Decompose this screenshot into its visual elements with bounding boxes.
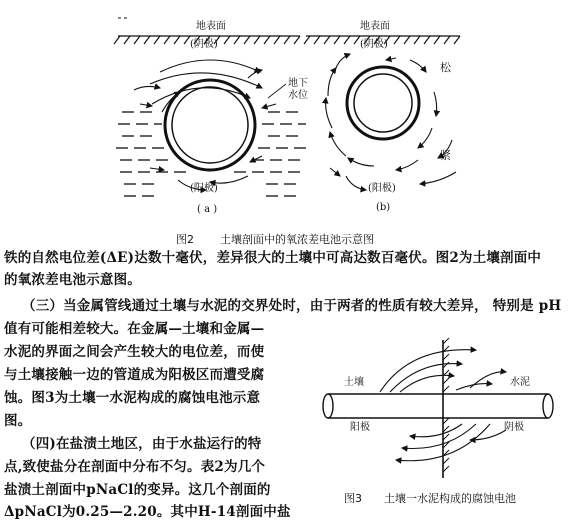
- paragraph-line: 点,致使盐分在剖面中分布不匀。表2为几个: [4, 459, 266, 475]
- cathode-label-a: (阴极): [190, 39, 218, 50]
- paragraph-line: 值有可能相差较大。在金属—土壤和金属—: [4, 321, 265, 337]
- surface-label-a: 地表面: [196, 21, 226, 32]
- cathode-label-b: (阴极): [360, 39, 388, 50]
- paragraph-line: （三）当金属管线通过土壤与水泥的交界处时，由于两者的性质有较大差异， 特别是 pH: [22, 298, 562, 314]
- soil-cement-interface: [443, 338, 449, 478]
- anode-label-a: (阳极): [190, 183, 218, 194]
- water-table-label-a-line2: 水位: [288, 90, 308, 101]
- figure-3-caption-number: 图3: [344, 492, 362, 505]
- paragraph-line: 图。: [4, 413, 32, 429]
- figure-2-caption-number: 图2: [176, 233, 194, 246]
- sublabel-a: ( a ): [197, 204, 218, 215]
- paragraph-line: 铁的自然电位差(ΔE)达数十毫伏，差异很大的土壤中可高达数百毫伏。图2为土壤剖面中: [4, 250, 542, 266]
- figure-3-caption-text: 土壤一水泥构成的腐蚀电池: [384, 492, 516, 505]
- loose-soil-label: 松: [440, 61, 451, 74]
- cement-label-fig3: 水泥: [510, 377, 530, 388]
- paragraph-line: ΔpNaCl为0.25—2.20。其中H-14剖面中盐: [4, 504, 291, 520]
- anode-label-b: (阳极): [368, 183, 396, 194]
- figure-2-caption-text: 土壤剖面中的氧浓差电池示意图: [220, 233, 374, 246]
- paragraph-line: 水泥的界面之间会产生较大的电位差，而使: [4, 344, 265, 360]
- paragraph-line: 与土壤接触一边的管道成为阳极区而遭受腐: [4, 367, 265, 383]
- soil-label-fig3: 土壤: [344, 377, 364, 388]
- water-table-label-a-line1: 地下: [288, 78, 308, 89]
- cathode-label-fig3: 阴极: [504, 422, 524, 433]
- paragraph-line: 的氧浓差电池示意图。: [4, 272, 141, 288]
- paragraph-line: （四)在盐渍土地区，由于水盐运行的特: [22, 436, 262, 452]
- paragraph-line: 盐渍土剖面中pNaCl的变异。这几个剖面的: [4, 482, 271, 498]
- pipe-fig3: [323, 394, 553, 418]
- paragraph-line: 蚀。图3为土壤一水泥构成的腐蚀电池示意: [4, 390, 261, 406]
- surface-label-b: 地表面: [360, 21, 390, 32]
- sublabel-b: (b): [376, 202, 391, 213]
- tight-soil-label: 紧: [440, 149, 451, 162]
- anode-label-fig3: 阳极: [350, 422, 370, 433]
